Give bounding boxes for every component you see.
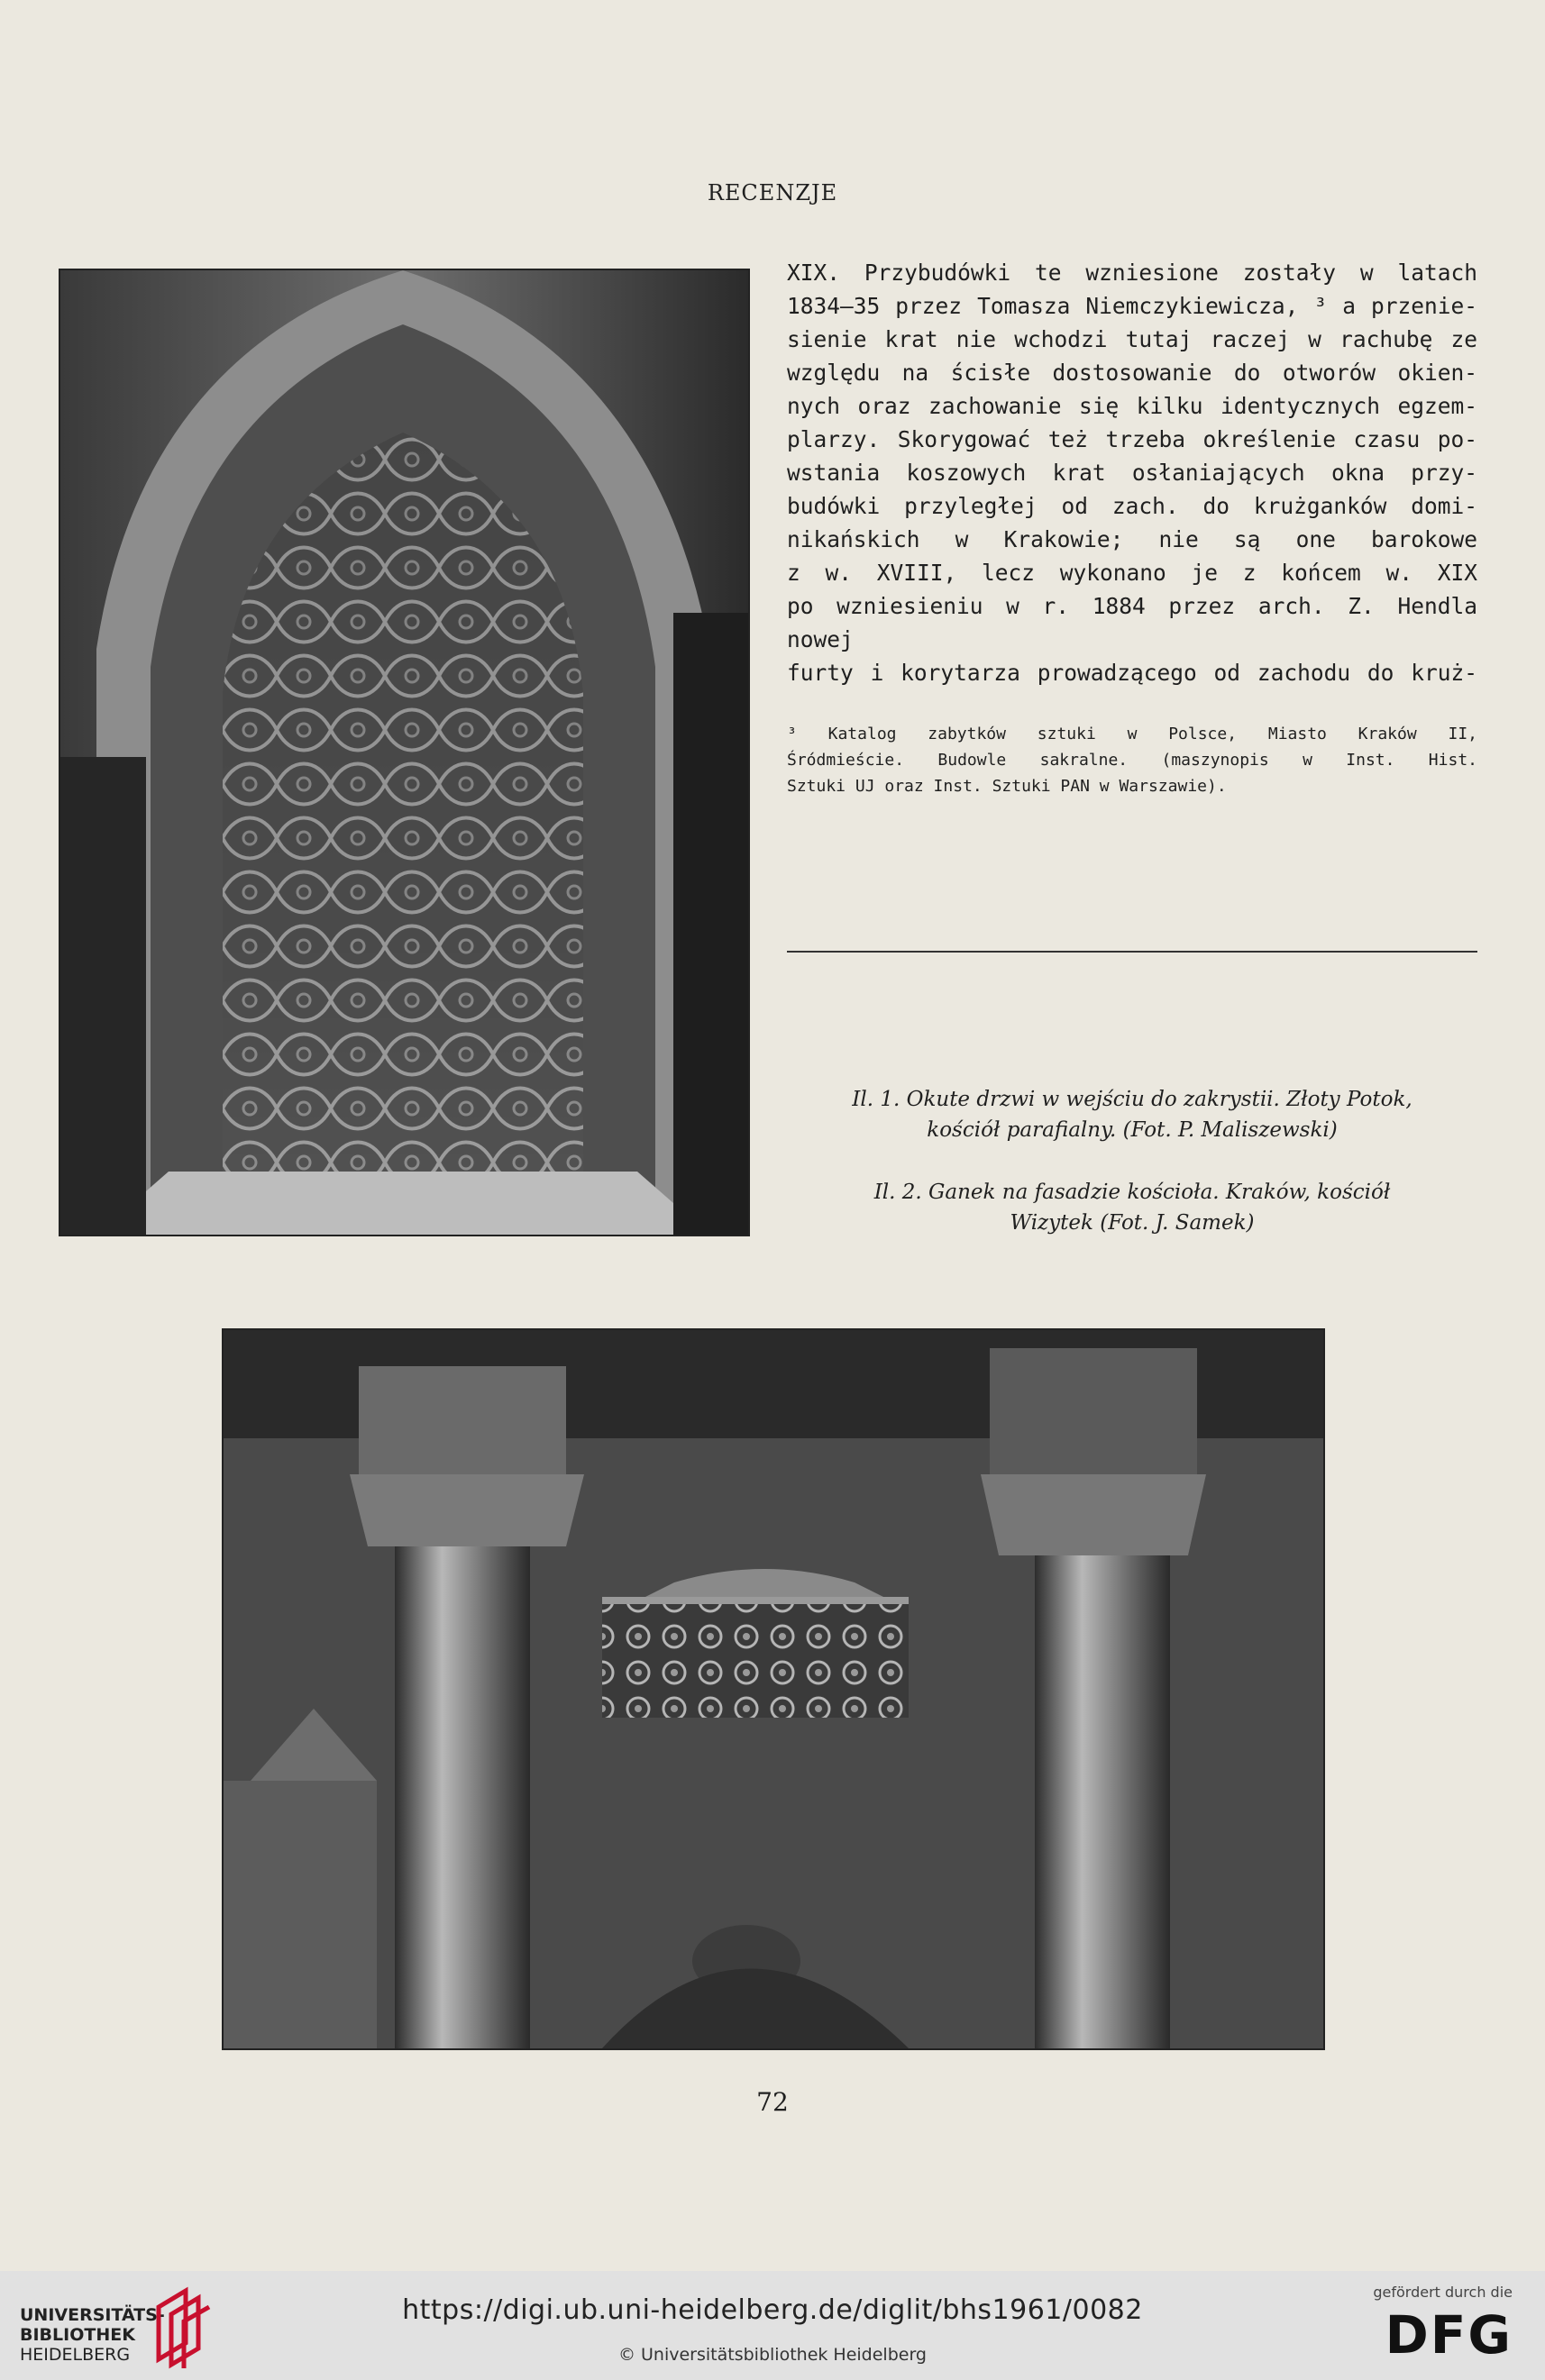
balcony-photo-illustration [224,1330,1323,2048]
body-line: z w. XVIII, lecz wykonano je z końcem w. XIX [787,560,1477,586]
caption-fig2-line1: Il. 2. Ganek na fasadzie kościoła. Kraków, kościół [873,1181,1391,1204]
permalink-url[interactable]: https://digi.ub.uni-heidelberg.de/diglit/bhs1961/0082 [402,2294,1143,2326]
viewer-footer [0,2271,1545,2380]
running-header: RECENZJE [707,180,838,205]
dfg-logo[interactable]: DFG [1385,2304,1513,2366]
body-text [787,256,1477,689]
photo-ironbound-door [59,269,750,1236]
body-line: względu na ścisłe dostosowanie do otworów okien- [787,360,1477,386]
body-line: budówki przyległej od zach. do krużganków domi- [787,493,1477,519]
copyright-notice: © Universitätsbibliothek Heidelberg [617,2345,927,2365]
body-line: nikańskich w Krakowie; nie są one barokowe [787,526,1477,552]
photo-church-porch-balcony [222,1328,1325,2050]
body-line: po wzniesieniu w r. 1884 przez arch. Z. Hendla nowej [787,593,1477,652]
library-name-line3: HEIDELBERG [20,2345,131,2365]
caption-fig1 [787,1084,1477,1145]
body-line: sienie krat nie wchodzi tutaj raczej w rachubę ze [787,326,1477,352]
body-line: XIX. Przybudówki te wzniesione zostały w latach [787,260,1477,286]
footnote [787,721,1477,799]
caption-fig1-line2: kościół parafialny. (Fot. P. Maliszewski) [927,1118,1338,1142]
body-line: furty i korytarza prowadzącego od zachodu do kruż- [787,660,1477,686]
page-number: 72 [756,2087,789,2117]
door-photo-illustration [60,270,748,1235]
library-name-line1: UNIVERSITÄTS- [20,2305,165,2325]
funding-label: gefördert durch die [1373,2284,1513,2301]
caption-fig2-line2: Wizytek (Fot. J. Samek) [1010,1211,1255,1235]
caption-fig2 [787,1177,1477,1238]
body-line: 1834—35 przez Tomasza Niemczykiewicza, ³ a przenie- [787,293,1477,319]
caption-divider [787,951,1477,953]
footnote-line: ³ Katalog zabytków sztuki w Polsce, Miasto Kraków II, [787,725,1477,743]
library-name-line2: BIBLIOTHEK [20,2325,135,2345]
footnote-line: Sztuki UJ oraz Inst. Sztuki PAN w Warszawie). [787,777,1227,796]
caption-fig1-line1: Il. 1. Okute drzwi w wejściu do zakrystii. Złoty Potok, [852,1088,1412,1111]
body-line: wstania koszowych krat osłaniających okna przy- [787,460,1477,486]
body-line: plarzy. Skorygować też trzeba określenie czasu po- [787,426,1477,452]
footnote-line: Śródmieście. Budowle sakralne. (maszynopis w Inst. Hist. [787,751,1477,770]
body-line: nych oraz zachowanie się kilku identycznych egzem- [787,393,1477,419]
